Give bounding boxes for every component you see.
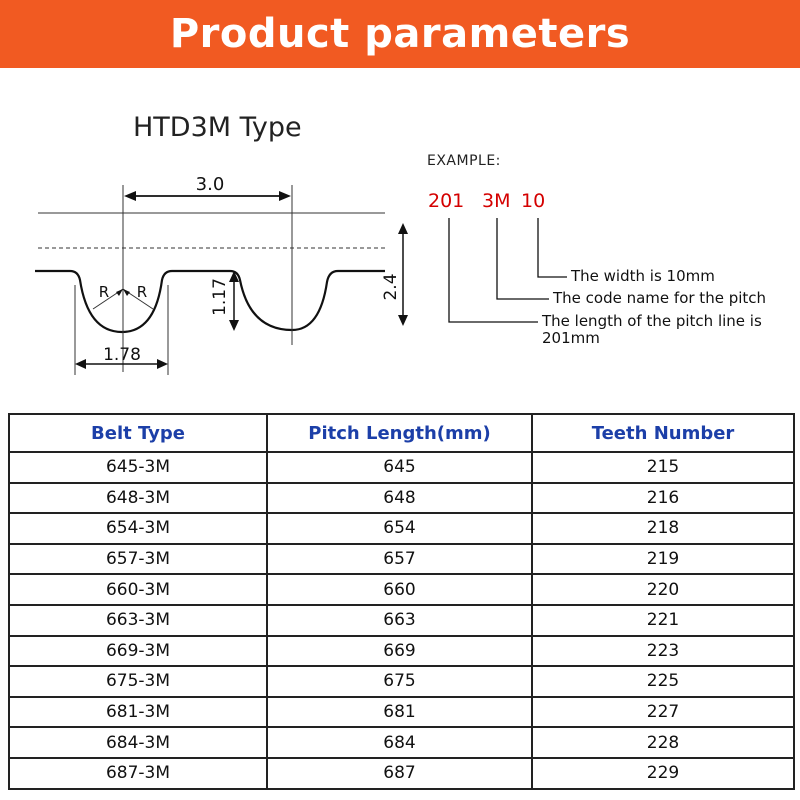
cell-pitch-length: 663 — [267, 605, 532, 636]
table-row — [9, 727, 794, 758]
table-row — [9, 574, 794, 605]
note-code-name: The code name for the pitch — [553, 289, 767, 307]
cell-teeth-number: 219 — [532, 544, 794, 575]
cell-pitch-length: 645 — [267, 452, 532, 483]
cell-teeth-number: 228 — [532, 727, 794, 758]
cell-pitch-length: 684 — [267, 727, 532, 758]
cell-belt-type: 681-3M — [9, 697, 267, 728]
table-row — [9, 513, 794, 544]
cell-teeth-number: 225 — [532, 666, 794, 697]
cell-teeth-number: 229 — [532, 758, 794, 789]
cell-pitch-length: 687 — [267, 758, 532, 789]
banner-title: Product parameters — [169, 11, 631, 57]
cell-teeth-number: 220 — [532, 574, 794, 605]
table-row — [9, 666, 794, 697]
cell-belt-type: 684-3M — [9, 727, 267, 758]
cell-belt-type: 660-3M — [9, 574, 267, 605]
belt-parameters-table — [8, 413, 795, 790]
note-width: The width is 10mm — [571, 267, 715, 285]
cell-pitch-length: 654 — [267, 513, 532, 544]
radius-label-left: R — [98, 283, 110, 301]
pitch-dimension-label: 3.0 — [195, 174, 225, 195]
belt-type-title: HTD3M Type — [133, 112, 302, 143]
cell-teeth-number: 221 — [532, 605, 794, 636]
leader-line-length — [449, 218, 538, 322]
cell-teeth-number: 227 — [532, 697, 794, 728]
example-code-width: 10 — [521, 190, 546, 212]
cell-belt-type: 645-3M — [9, 452, 267, 483]
table-row — [9, 483, 794, 514]
example-code-type: 3M — [482, 190, 511, 212]
cell-pitch-length: 675 — [267, 666, 532, 697]
tooth-height-dimension-label: 1.17 — [210, 278, 230, 316]
header-belt-type: Belt Type — [9, 414, 267, 452]
radius-label-right: R — [136, 283, 148, 301]
cell-pitch-length: 681 — [267, 697, 532, 728]
leader-line-width — [538, 218, 567, 277]
table-row — [9, 758, 794, 789]
leader-line-code — [497, 218, 549, 299]
cell-belt-type: 687-3M — [9, 758, 267, 789]
height-dimension-label: 2.4 — [381, 273, 401, 301]
table-header-row — [9, 414, 794, 452]
cell-pitch-length: 660 — [267, 574, 532, 605]
cell-belt-type: 657-3M — [9, 544, 267, 575]
tooth-width-dimension-label: 1.78 — [103, 345, 141, 365]
example-code-length: 201 — [428, 190, 465, 212]
cell-belt-type: 669-3M — [9, 636, 267, 667]
cell-pitch-length: 669 — [267, 636, 532, 667]
example-label: EXAMPLE: — [427, 153, 501, 169]
table-row — [9, 605, 794, 636]
header-teeth-number: Teeth Number — [532, 414, 794, 452]
table-row — [9, 452, 794, 483]
table-row — [9, 636, 794, 667]
note-length-line2: 201mm — [542, 329, 600, 347]
table-row — [9, 697, 794, 728]
cell-teeth-number: 218 — [532, 513, 794, 544]
cell-teeth-number: 216 — [532, 483, 794, 514]
cell-belt-type: 675-3M — [9, 666, 267, 697]
cell-teeth-number: 223 — [532, 636, 794, 667]
cell-belt-type: 648-3M — [9, 483, 267, 514]
cell-pitch-length: 657 — [267, 544, 532, 575]
cell-belt-type: 654-3M — [9, 513, 267, 544]
note-length-line1: The length of the pitch line is — [542, 312, 762, 330]
cell-pitch-length: 648 — [267, 483, 532, 514]
cell-belt-type: 663-3M — [9, 605, 267, 636]
table-row — [9, 544, 794, 575]
header-pitch-length: Pitch Length(mm) — [267, 414, 532, 452]
cell-teeth-number: 215 — [532, 452, 794, 483]
